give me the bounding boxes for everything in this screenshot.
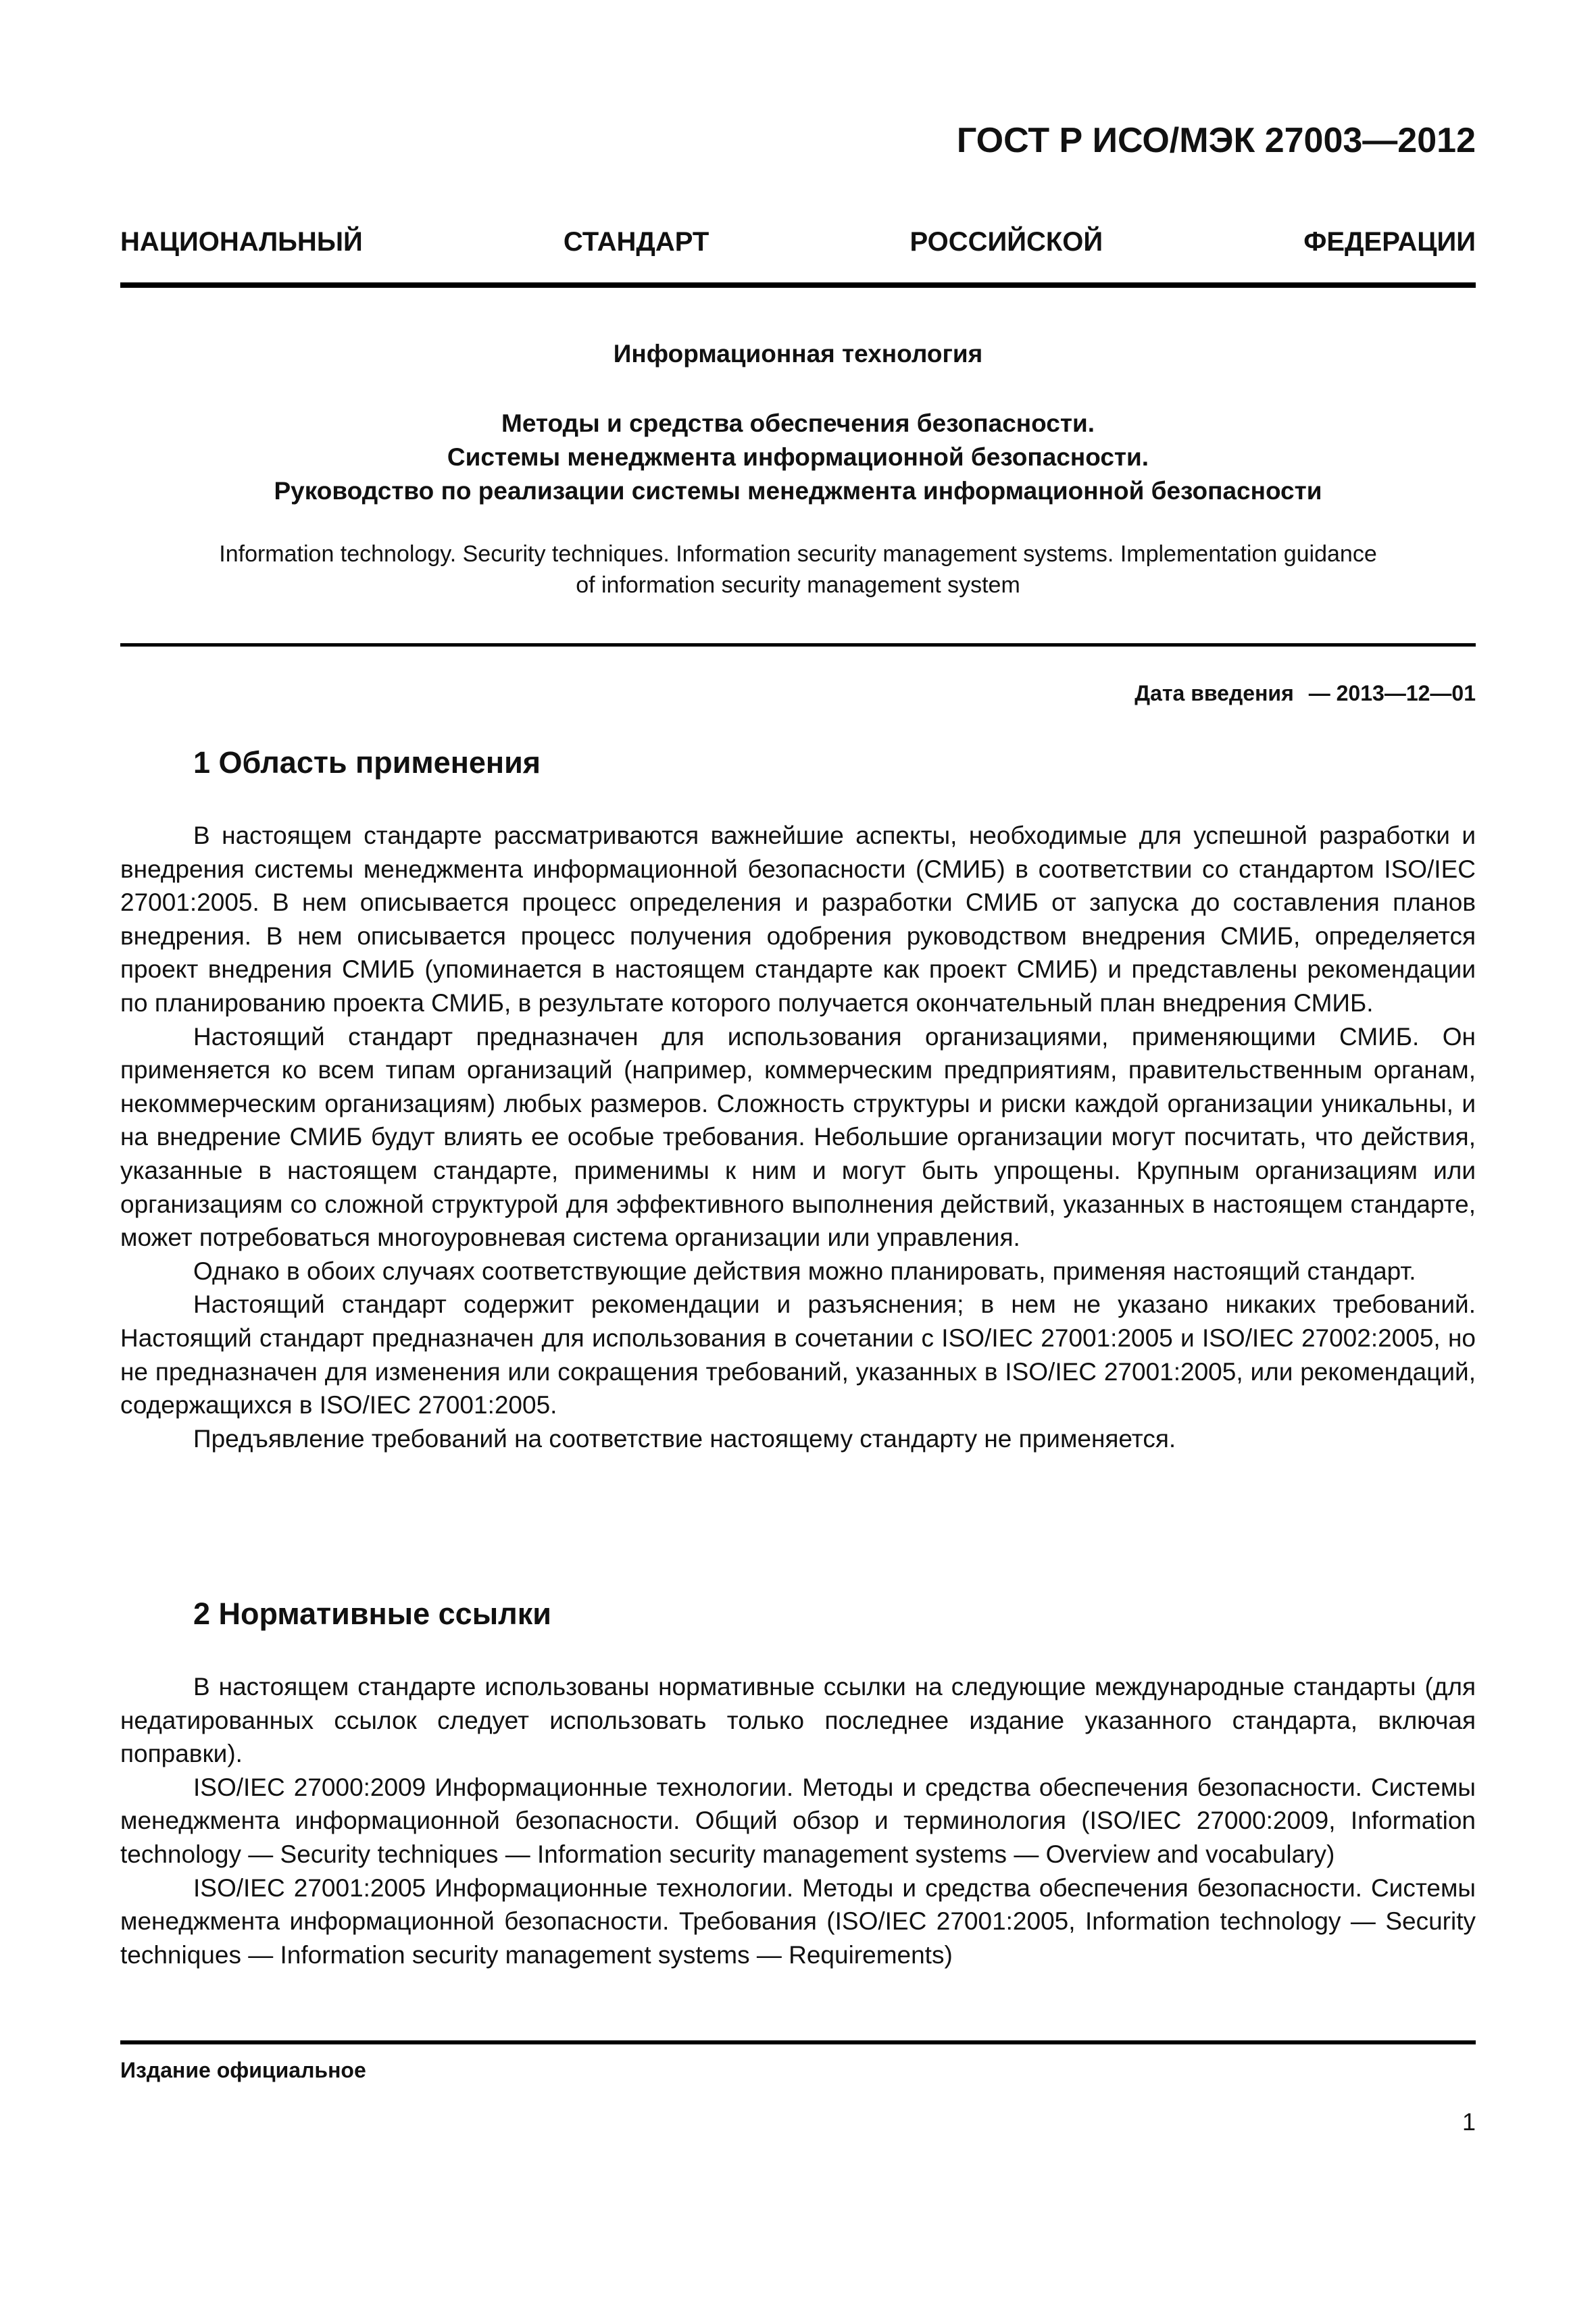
section-scope-body bbox=[120, 819, 1476, 1455]
page-number: 1 bbox=[1462, 2108, 1476, 2136]
banner-word: НАЦИОНАЛЬНЫЙ bbox=[120, 227, 363, 257]
title-divider bbox=[120, 643, 1476, 647]
document-subject: Информационная технология bbox=[613, 340, 983, 368]
section-normative-references-body bbox=[120, 1670, 1476, 1971]
document-code: ГОСТ Р ИСО/МЭК 27003—2012 bbox=[956, 121, 1476, 160]
header-divider bbox=[120, 282, 1476, 288]
paragraph: Настоящий стандарт предназначен для использования организациями, применяющими СМИБ. Он применяется ко всем типам организаций (например, коммерческим предприятиям, правительственным органам, некоммерческим организациям) любых размеров. Сложность структуры и риски каждой организации уникальны, и на внедрение СМИБ будут влиять ее особые требования. Небольшие организации могут посчитать, что действия, указанные в настоящем стандарте, применимы к ним и могут быть упрощены. Крупным организациям или организациям со сложной структурой для эффективного выполнения действий, указанных в настоящем стандарте, может потребоваться многоуровневая система организации или управления. bbox=[120, 1022, 1476, 1252]
english-title-line: Information technology. Security techniques. Information security management systems. Implementation guidance bbox=[219, 541, 1377, 567]
document-page bbox=[120, 0, 1476, 2314]
english-title-line: of information security management system bbox=[576, 572, 1020, 598]
paragraph: Однако в обоих случаях соответствующие действия можно планировать, применяя настоящий стандарт. bbox=[193, 1257, 1416, 1285]
paragraph: В настоящем стандарте использованы нормативные ссылки на следующие международные стандарты (для недатированных ссылок следует использовать только последнее издание указанного стандарта, включая поправки). bbox=[120, 1673, 1476, 1768]
paragraph: ISO/IEC 27001:2005 Информационные технологии. Методы и средства обеспечения безопасности. Системы менеджмента информационной безопасности. Требования (ISO/IEC 27001:2005, Information technology — Security techniques — Information security management systems — Requirements) bbox=[120, 1873, 1476, 1969]
introduction-date bbox=[1134, 681, 1476, 706]
paragraph: ISO/IEC 27000:2009 Информационные технологии. Методы и средства обеспечения безопасности. Системы менеджмента информационной безопасности. Общий обзор и терминология (ISO/IEC 27000:2009, Information technology — Security techniques — Information security management systems — Overview and vocabulary) bbox=[120, 1773, 1476, 1868]
introduction-date-label: Дата введения bbox=[1134, 681, 1294, 705]
english-title bbox=[120, 538, 1476, 601]
banner-word: РОССИЙСКОЙ bbox=[909, 227, 1103, 257]
paragraph: Предъявление требований на соответствие настоящему стандарту не применяется. bbox=[193, 1424, 1176, 1453]
footer-divider bbox=[120, 2040, 1476, 2044]
title-line: Руководство по реализации системы менеджмента информационной безопасности bbox=[274, 477, 1322, 505]
section-heading-normative-references: 2 Нормативные ссылки bbox=[193, 1596, 551, 1631]
official-edition-label: Издание официальное bbox=[120, 2058, 366, 2082]
section-heading-scope: 1 Область применения bbox=[193, 745, 541, 780]
banner-word: ФЕДЕРАЦИИ bbox=[1303, 227, 1476, 257]
national-standard-banner bbox=[120, 227, 1476, 257]
paragraph: В настоящем стандарте рассматриваются важнейшие аспекты, необходимые для успешной разработки и внедрения системы менеджмента информационной безопасности (СМИБ) в соответствии со стандартом ISO/IEC 27001:2005. В нем описывается процесс определения и разработки СМИБ от запуска до составления планов внедрения. В нем описывается процесс получения одобрения руководством внедрения СМИБ, определяется проект внедрения СМИБ (упоминается в настоящем стандарте как проект СМИБ) и представлены рекомендации по планированию проекта СМИБ, в результате которого получается окончательный план внедрения СМИБ. bbox=[120, 822, 1476, 1017]
document-title bbox=[120, 407, 1476, 508]
introduction-date-value: — 2013—12—01 bbox=[1308, 681, 1476, 705]
title-line: Системы менеджмента информационной безопасности. bbox=[447, 443, 1149, 471]
paragraph: Настоящий стандарт содержит рекомендации и разъяснения; в нем не указано никаких требований. Настоящий стандарт предназначен для использования в сочетании с ISO/IEC 27001:2005 и ISO/IEC 27002:2005, но не предназначен для изменения или сокращения требований, указанных в ISO/IEC 27001:2005, или рекомендаций, содержащихся в ISO/IEC 27001:2005. bbox=[120, 1290, 1476, 1419]
title-line: Методы и средства обеспечения безопасности. bbox=[501, 409, 1095, 437]
banner-word: СТАНДАРТ bbox=[563, 227, 709, 257]
